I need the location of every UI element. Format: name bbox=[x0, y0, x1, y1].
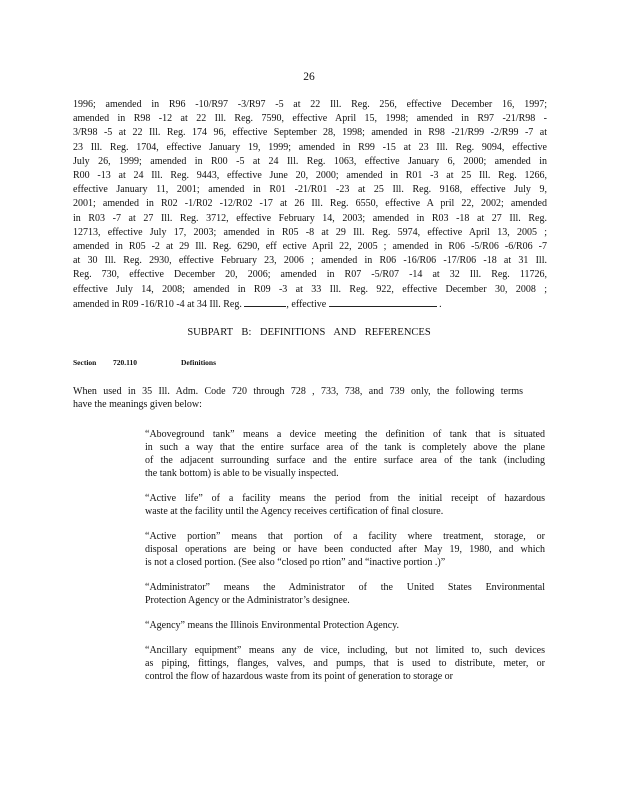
history-line: 2001; amended in R02 -1/R02 -12/R02 -17 at 26 Ill. Reg. 6550, effective A pril 22, 2002; amended bbox=[73, 198, 547, 210]
page-number: 26 bbox=[303, 71, 315, 83]
definition-line: the tank bottom) is able to be visually inspected. bbox=[145, 468, 339, 479]
intro-line: When used in 35 Ill. Adm. Code 720 through 728 , 733, 738, and 739 only, the following terms bbox=[73, 386, 523, 397]
definition-paragraph bbox=[145, 428, 545, 480]
history-final-prefix: amended in R09 -16/R10 -4 at 34 Ill. Reg. bbox=[73, 298, 242, 310]
definition-line: waste at the facility until the Agency receives certification of final closure. bbox=[145, 506, 444, 517]
definition-line: “Active life” of a facility means the period from the initial receipt of hazardous bbox=[145, 493, 545, 504]
definition-line: as piping, fittings, flanges, valves, and pumps, that is used to distribute, meter, or bbox=[145, 658, 545, 669]
history-line: at 30 Ill. Reg. 2930, effective February 23, 2006 ; amended in R06 -16/R06 -17/R06 -18 at 31 Ill. bbox=[73, 255, 547, 267]
definition-line: “Aboveground tank” means a device meeting the definition of tank that is situated bbox=[145, 429, 545, 440]
history-line: July 26, 1999; amended in R00 -5 at 24 Ill. Reg. 1063, effective January 6, 2000; amended in bbox=[73, 155, 547, 167]
history-line: R00 -13 at 24 Ill. Reg. 9443, effective June 20, 2000; amended in R01 -3 at 25 Ill. Reg. 1266, bbox=[73, 170, 547, 182]
history-line: effective July 14, 2008; amended in R09 -3 at 33 Ill. Reg. 922, effective December 30, 2008 ; bbox=[73, 283, 547, 295]
definition-line: of the adjacent surrounding surface and the entire surface area of the tank (including bbox=[145, 455, 545, 466]
history-line: amended in R05 -2 at 29 Ill. Reg. 6290, eff ective April 22, 2005 ; amended in R06 -5/R06 -6/R06 -7 bbox=[73, 241, 547, 253]
history-line: in R03 -7 at 27 Ill. Reg. 3712, effective February 14, 2003; amended in R03 -18 at 27 Ill. Reg. bbox=[73, 212, 547, 224]
definition-line: is not a closed portion. (See also “closed po rtion” and “inactive portion .)” bbox=[145, 557, 446, 568]
blank-line-reg-page bbox=[244, 297, 286, 307]
history-line: 1996; amended in R96 -10/R97 -3/R97 -5 at 22 Ill. Reg. 256, effective December 16, 1997; bbox=[73, 99, 547, 110]
definition-paragraph bbox=[145, 644, 545, 683]
history-line: 3/R98 -5 at 22 Ill. Reg. 174 96, effective September 28, 1998; amended in R98 -21/R99 -2/R99 -7 at bbox=[73, 127, 547, 139]
history-line-final bbox=[73, 297, 547, 312]
definition-paragraph bbox=[145, 581, 545, 607]
history-final-suffix: . bbox=[439, 298, 442, 310]
definition-paragraph bbox=[145, 492, 545, 518]
history-line: effective January 11, 2001; amended in R01 -21/R01 -23 at 25 Ill. Reg. 9168, effective July 9, bbox=[73, 184, 547, 196]
history-final-mid: , effective bbox=[286, 298, 327, 310]
history-line: Reg. 730, effective December 20, 2006; amended in R07 -5/R07 -14 at 32 Ill. Reg. 11726, bbox=[73, 269, 547, 281]
definition-line: disposal operations are being or have been conducted after May 19, 1980, and which bbox=[145, 544, 545, 555]
amendment-history bbox=[73, 98, 547, 312]
blank-line-effective-date bbox=[329, 297, 437, 307]
definitions-list bbox=[145, 428, 545, 695]
section-number: 720.110 bbox=[113, 358, 137, 367]
definition-paragraph bbox=[145, 530, 545, 569]
intro-line: have the meanings given below: bbox=[73, 399, 202, 410]
definition-line: “Ancillary equipment” means any de vice, including, but not limited to, such devices bbox=[145, 645, 545, 656]
history-line: 12713, effective July 17, 2003; amended in R05 -8 at 29 Ill. Reg. 5974, effective April 13, 2005 ; bbox=[73, 226, 547, 238]
definition-line: “Administrator” means the Administrator of the United States Environmental bbox=[145, 582, 545, 593]
intro-paragraph bbox=[73, 385, 523, 411]
section-title: Definitions bbox=[181, 358, 217, 367]
definition-line: “Active portion” means that portion of a facility where treatment, storage, or bbox=[145, 531, 545, 542]
history-line: amended in R98 -12 at 22 Ill. Reg. 7590, effective April 15, 1998; amended in R97 -21/R98 - bbox=[73, 113, 547, 125]
history-line: 23 Ill. Reg. 1704, effective January 19, 1999; amended in R99 -15 at 23 Ill. Reg. 9094, effective bbox=[73, 141, 547, 153]
definition-line: in such a way that the entire surface area of the tank is completely above the plane bbox=[145, 442, 545, 453]
subpart-heading: SUBPART B: DEFINITIONS AND REFERENCES bbox=[187, 327, 431, 338]
definition-line: Protection Agency or the Administrator’s designee. bbox=[145, 595, 350, 606]
definition-line: “Agency” means the Illinois Environmental Protection Agency. bbox=[145, 620, 400, 631]
definition-paragraph bbox=[145, 619, 545, 632]
section-label: Section bbox=[73, 358, 97, 367]
definition-line: control the flow of hazardous waste from its point of generation to storage or bbox=[145, 671, 453, 682]
